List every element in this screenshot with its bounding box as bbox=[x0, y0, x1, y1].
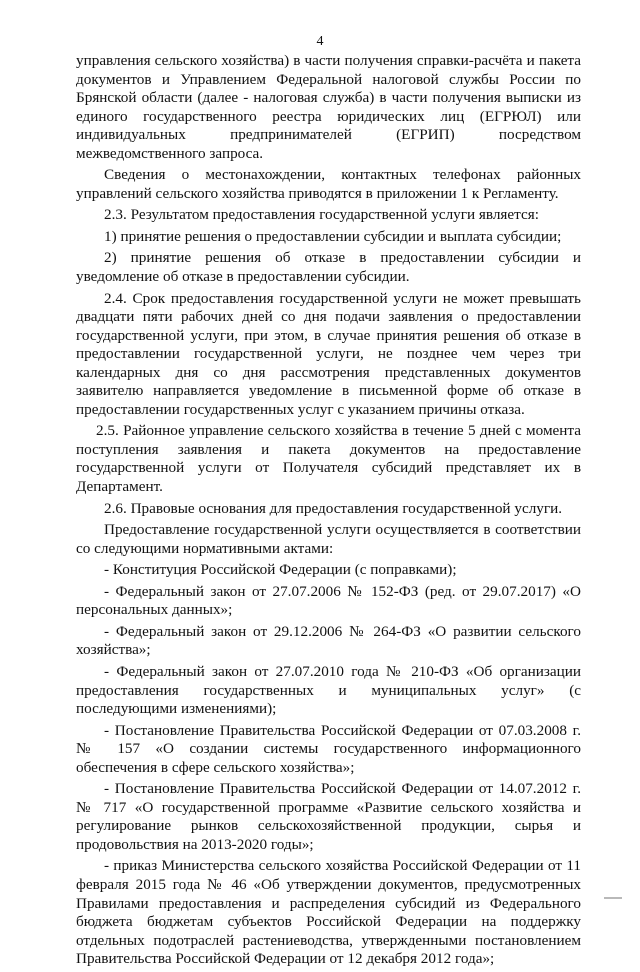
paragraph-2-6-legal-basis: 2.6. Правовые основания для предоставления государственной услуги. bbox=[104, 499, 563, 517]
paragraph-contact-info: Сведения о местонахождении, контактных телефонах районных управлений сельского хозяйства приводятся в приложении 1 к Регламенту. bbox=[76, 166, 581, 202]
paragraph-legal-acts-intro: Предоставление государственной услуги осуществляется в соответствии со следующими нормативными актами: bbox=[76, 521, 581, 557]
paragraph-2-4-term: 2.4. Срок предоставления государственной услуги не может превышать двадцати пяти рабочих дней со дня подачи заявления о предоставлении государственной услуги, при этом, в случае принятия решения об отказе в предоставлении государственной услуги, не позднее чем через три календарных дня со дня рассмотрения представленных документов заявителю направляется уведомление в письменной форме об отказе в предоставлении государственных услуг с указанием причины отказа. bbox=[76, 289, 581, 418]
legal-act-order-46: - приказ Министерства сельского хозяйства Российской Федерации от 11 февраля 2015 года № 46 «Об утверждении документов, предусмотренных Правилами предоставления и распределения субсидий из Федерального бюджета бюджетам субъектов Российской Федерации на поддержку отдельных подотраслей растениеводства, утвержденными постановлением Правительства Российской Федерации от 12 декабря 2012 года»; bbox=[76, 857, 581, 968]
list-item-2-refusal: 2) принятие решения об отказе в предоставлении субсидии и уведомление об отказе в предоставлении субсидии. bbox=[76, 249, 581, 286]
legal-act-264-fz: - Федеральный закон от 29.12.2006 № 264-ФЗ «О развитии сельского хозяйства»; bbox=[76, 622, 581, 659]
legal-act-210-fz: - Федеральный закон от 27.07.2010 года № 210-ФЗ «Об организации предоставления государственных и муниципальных услуг» (с последующими изменениями); bbox=[76, 662, 581, 718]
legal-act-152-fz: - Федеральный закон от 27.07.2006 № 152-ФЗ (ред. от 29.07.2017) «О персональных данных»; bbox=[76, 582, 581, 619]
paragraph-2-5-district-office: 2.5. Районное управление сельского хозяйства в течение 5 дней с момента поступления заявления и пакета документов на предоставление государственной услуги от Получателя субсидий представляет их в Департамент. bbox=[76, 422, 581, 496]
legal-act-resolution-157: - Постановление Правительства Российской Федерации от 07.03.2008 г. № 157 «О создании системы государственного информационного обеспечения в сфере сельского хозяйства»; bbox=[76, 721, 581, 776]
legal-act-constitution: - Конституция Российской Федерации (с поправками); bbox=[104, 561, 457, 579]
page-number: 4 bbox=[316, 34, 324, 49]
legal-act-resolution-717: - Постановление Правительства Российской Федерации от 14.07.2012 г. № 717 «О государственной программе «Развитие сельского хозяйства и регулирование рынков сельскохозяйственной продукции, сырья и продовольствия на 2013-2020 годы»; bbox=[76, 780, 581, 853]
scan-edge-mark bbox=[604, 897, 622, 899]
list-item-1-decision: 1) принятие решения о предоставлении субсидии и выплата субсидии; bbox=[104, 227, 562, 245]
document-body bbox=[76, 52, 581, 972]
paragraph-intro-continuation: управления сельского хозяйства) в части получения справки-расчёта и пакета документов и Управлением Федеральной налоговой службы России по Брянской области (далее - налоговая служба) в части получения выписки из единого государственного реестра юридических лиц (ЕГРЮЛ) или индивидуальных предпринимателей (ЕГРИП) посредством межведомственного запроса. bbox=[76, 52, 581, 162]
paragraph-2-3-result: 2.3. Результатом предоставления государственной услуги является: bbox=[104, 206, 539, 224]
